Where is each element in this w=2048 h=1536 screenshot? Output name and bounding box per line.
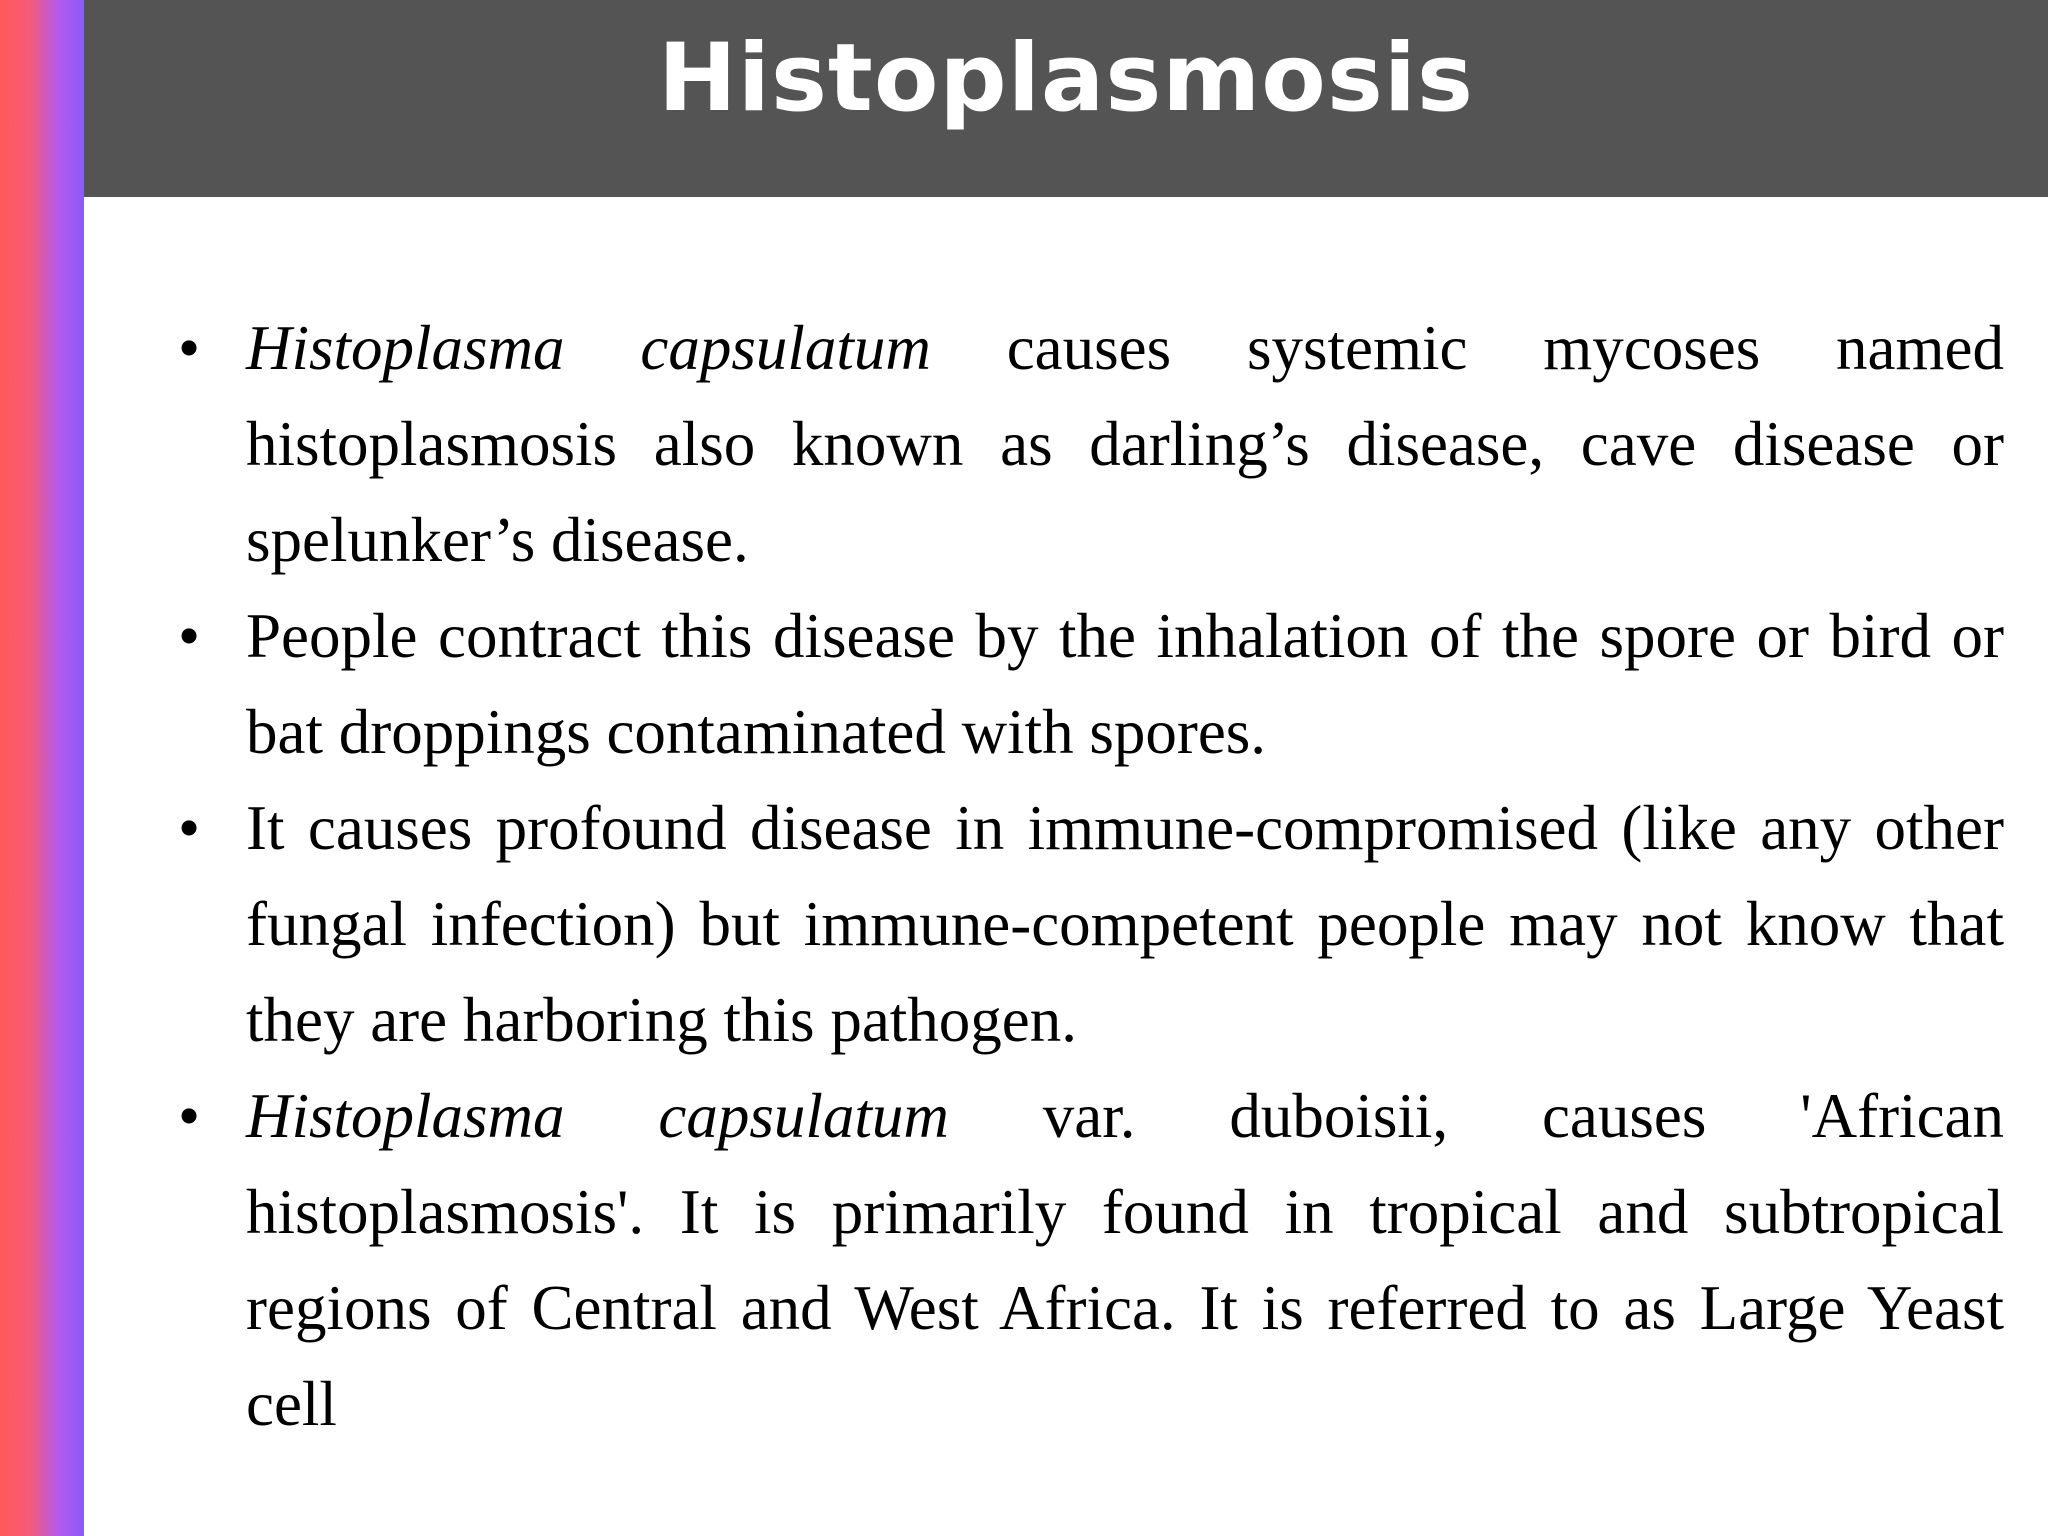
species-name: Histoplasma capsulatum bbox=[246, 1081, 949, 1151]
species-name: Histoplasma capsulatum bbox=[246, 313, 931, 383]
bullet-marker: • bbox=[178, 601, 201, 671]
bullet-list bbox=[178, 300, 2004, 1452]
bullet-text: var. duboisii, causes 'African histoplasmosis'. It is primarily found in tropical and subtropical regions of Central and West Africa. It is referred to as Large Yeast cell bbox=[246, 1081, 2004, 1439]
bullet-marker: • bbox=[178, 1081, 201, 1151]
title-bar bbox=[84, 0, 2048, 197]
accent-bar bbox=[0, 0, 84, 1536]
bullet-marker: • bbox=[178, 313, 201, 383]
bullet-item bbox=[178, 780, 2004, 1068]
slide-content bbox=[178, 300, 2004, 1452]
bullet-item bbox=[178, 1068, 2004, 1452]
bullet-item bbox=[178, 300, 2004, 588]
bullet-marker: • bbox=[178, 793, 201, 863]
slide-title: Histoplasmosis bbox=[658, 24, 1474, 133]
bullet-item bbox=[178, 588, 2004, 780]
bullet-text: causes systemic mycoses named histoplasmosis also known as darling’s disease, cave disease or spelunker’s disease. bbox=[246, 313, 2004, 575]
bullet-text: It causes profound disease in immune-compromised (like any other fungal infection) but immune-competent people may not know that they are harboring this pathogen. bbox=[246, 793, 2004, 1055]
bullet-text: People contract this disease by the inhalation of the spore or bird or bat droppings contaminated with spores. bbox=[246, 601, 2004, 767]
